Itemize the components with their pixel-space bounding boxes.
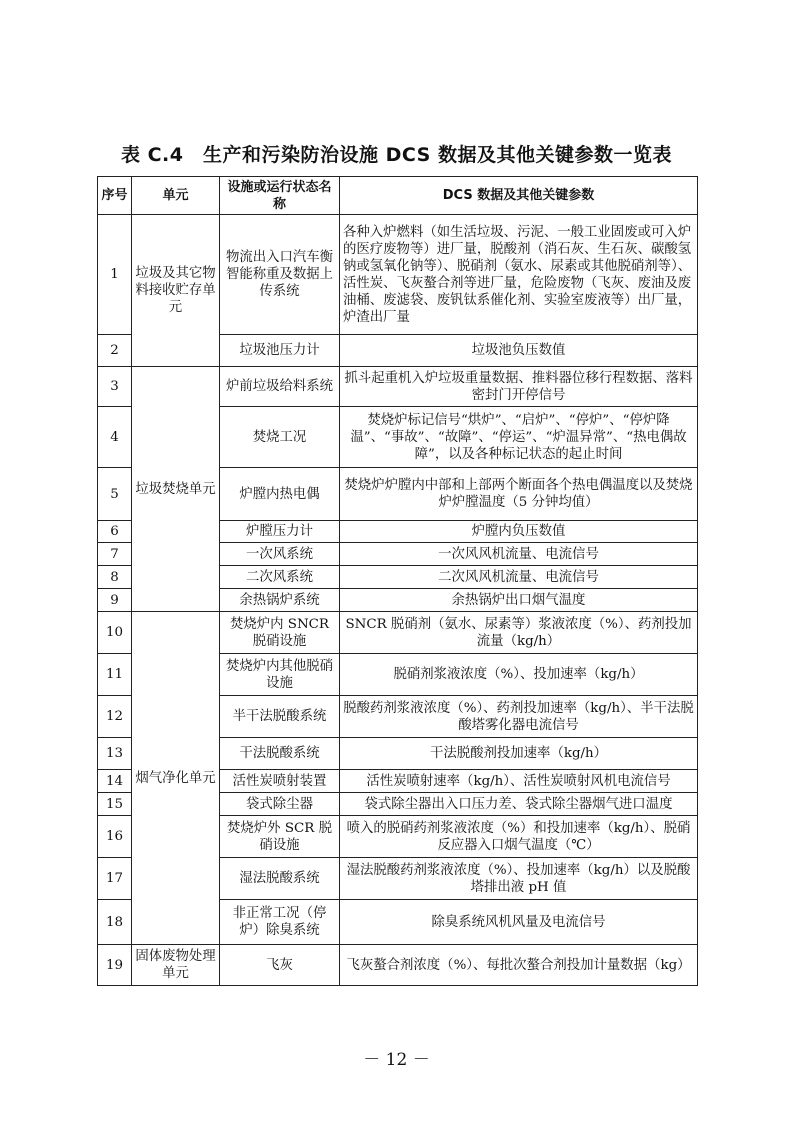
params-cell: 二次风风机流量、电流信号 [340, 566, 698, 589]
facility-cell: 一次风系统 [220, 543, 340, 566]
params-cell: 焚烧炉炉膛内中部和上部两个断面各个热电偶温度以及焚烧炉炉膛温度（5 分钟均值） [340, 468, 698, 521]
params-cell: 除臭系统风机风量及电流信号 [340, 900, 698, 945]
dcs-parameter-table [97, 176, 698, 986]
facility-cell: 飞灰 [220, 945, 340, 986]
facility-cell: 活性炭喷射装置 [220, 770, 340, 793]
params-cell: 焚烧炉标记信号“烘炉”、“启炉”、“停炉”、“停炉降温”、“事故”、“故障”、“停运”、“炉温异常”、“热电偶故障”，以及各种标记状态的起止时间 [340, 407, 698, 468]
facility-cell: 炉膛压力计 [220, 521, 340, 543]
row-seq: 5 [98, 468, 132, 521]
header-seq: 序号 [98, 177, 132, 215]
facility-cell: 干法脱酸系统 [220, 738, 340, 770]
row-seq: 18 [98, 900, 132, 945]
row-seq: 19 [98, 945, 132, 986]
params-cell: 飞灰螯合剂浓度（%）、每批次螯合剂投加计量数据（kg） [340, 945, 698, 986]
params-cell: 活性炭喷射速率（kg/h）、活性炭喷射风机电流信号 [340, 770, 698, 793]
params-cell: 垃圾池负压数值 [340, 335, 698, 367]
unit-cell: 垃圾焚烧单元 [132, 367, 220, 612]
facility-cell: 焚烧炉外 SCR 脱硝设施 [220, 816, 340, 858]
unit-cell: 垃圾及其它物料接收贮存单元 [132, 215, 220, 367]
params-cell: 一次风风机流量、电流信号 [340, 543, 698, 566]
row-seq: 17 [98, 858, 132, 900]
facility-cell: 焚烧工况 [220, 407, 340, 468]
params-cell: 袋式除尘器出入口压力差、袋式除尘器烟气进口温度 [340, 793, 698, 816]
facility-cell: 物流出入口汽车衡智能称重及数据上传系统 [220, 215, 340, 335]
table-row [98, 215, 698, 335]
header-facility: 设施或运行状态名称 [220, 177, 340, 215]
params-cell: 湿法脱酸药剂浆液浓度（%）、投加速率（kg/h）以及脱酸塔排出液 pH 值 [340, 858, 698, 900]
header-row [98, 177, 698, 215]
row-seq: 8 [98, 566, 132, 589]
row-seq: 4 [98, 407, 132, 468]
params-cell: 余热锅炉出口烟气温度 [340, 589, 698, 612]
row-seq: 16 [98, 816, 132, 858]
row-seq: 14 [98, 770, 132, 793]
facility-cell: 湿法脱酸系统 [220, 858, 340, 900]
facility-cell: 半干法脱酸系统 [220, 696, 340, 738]
facility-cell: 焚烧炉内 SNCR 脱硝设施 [220, 612, 340, 654]
table-row [98, 612, 698, 654]
row-seq: 9 [98, 589, 132, 612]
facility-cell: 炉膛内热电偶 [220, 468, 340, 521]
row-seq: 10 [98, 612, 132, 654]
params-cell: 各种入炉燃料（如生活垃圾、污泥、一般工业固废或可入炉的医疗废物等）进厂量，脱酸剂（消石灰、生石灰、碳酸氢钠或氢氧化钠等）、脱硝剂（氨水、尿素或其他脱硝剂等）、活性炭、飞灰螯合剂等进厂量，危险废物（飞灰、废油及废油桶、废滤袋、废钒钛系催化剂、实验室废液等）出厂量，炉渣出厂量 [340, 215, 698, 335]
table-row [98, 945, 698, 986]
row-seq: 1 [98, 215, 132, 335]
facility-cell: 二次风系统 [220, 566, 340, 589]
row-seq: 2 [98, 335, 132, 367]
facility-cell: 焚烧炉内其他脱硝设施 [220, 654, 340, 696]
row-seq: 11 [98, 654, 132, 696]
row-seq: 6 [98, 521, 132, 543]
page-number: － 12 － [363, 1050, 430, 1070]
unit-cell: 烟气净化单元 [132, 612, 220, 945]
params-cell: SNCR 脱硝剂（氨水、尿素等）浆液浓度（%）、药剂投加流量（kg/h） [340, 612, 698, 654]
params-cell: 抓斗起重机入炉垃圾重量数据、推料器位移行程数据、落料密封门开停信号 [340, 367, 698, 407]
unit-cell: 固体废物处理单元 [132, 945, 220, 986]
params-cell: 喷入的脱硝药剂浆液浓度（%）和投加速率（kg/h）、脱硝反应器入口烟气温度（℃） [340, 816, 698, 858]
table-title: 表 C.4 生产和污染防治设施 DCS 数据及其他关键参数一览表 [121, 144, 672, 166]
facility-cell: 袋式除尘器 [220, 793, 340, 816]
row-seq: 7 [98, 543, 132, 566]
facility-cell: 炉前垃圾给料系统 [220, 367, 340, 407]
row-seq: 3 [98, 367, 132, 407]
params-cell: 脱硝剂浆液浓度（%）、投加速率（kg/h） [340, 654, 698, 696]
row-seq: 13 [98, 738, 132, 770]
params-cell: 脱酸药剂浆液浓度（%）、药剂投加速率（kg/h）、半干法脱酸塔雾化器电流信号 [340, 696, 698, 738]
params-cell: 炉膛内负压数值 [340, 521, 698, 543]
facility-cell: 垃圾池压力计 [220, 335, 340, 367]
row-seq: 12 [98, 696, 132, 738]
facility-cell: 余热锅炉系统 [220, 589, 340, 612]
params-cell: 干法脱酸剂投加速率（kg/h） [340, 738, 698, 770]
header-params: DCS 数据及其他关键参数 [340, 177, 698, 215]
facility-cell: 非正常工况（停炉）除臭系统 [220, 900, 340, 945]
header-unit: 单元 [132, 177, 220, 215]
row-seq: 15 [98, 793, 132, 816]
table-row [98, 367, 698, 407]
